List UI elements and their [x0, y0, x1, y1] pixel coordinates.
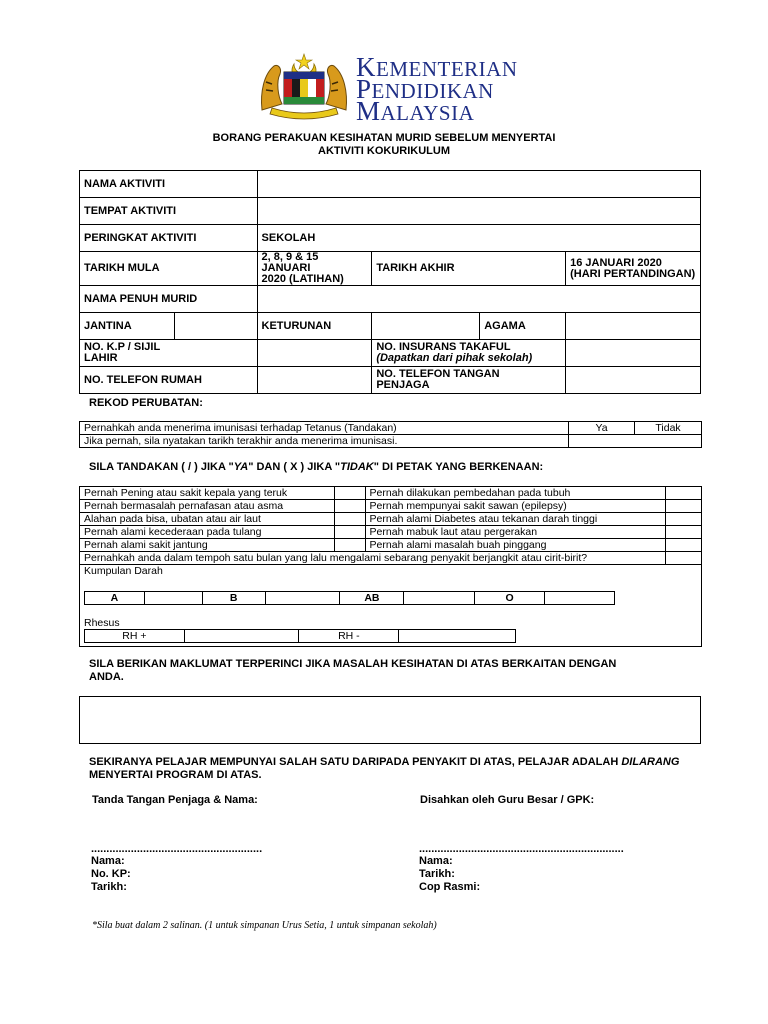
blood-group-table: [84, 591, 615, 605]
tetanus-table: [79, 421, 702, 448]
label-nokp: [80, 340, 258, 367]
value-peringkat-aktiviti: SEKOLAH: [257, 225, 700, 252]
label-telefon-rumah: NO. TELEFON RUMAH: [80, 367, 258, 394]
value-tarikh-mula: [257, 252, 372, 286]
input-nama-penuh[interactable]: [257, 286, 700, 313]
label-agama: AGAMA: [480, 313, 566, 340]
guardian-nama-label: Nama:: [91, 855, 125, 867]
rekod-perubatan-heading: REKOD PERUBATAN:: [89, 397, 203, 409]
tarikh-akhir-line1: 16 JANUARI 2020: [570, 256, 662, 269]
input-jantina[interactable]: [174, 313, 257, 340]
guardian-signature-title: Tanda Tangan Penjaga & Nama:: [92, 794, 258, 806]
label-nama-penuh: NAMA PENUH MURID: [80, 286, 258, 313]
input-insurans[interactable]: [566, 340, 701, 367]
headmaster-tarikh-label: Tarikh:: [419, 868, 455, 880]
warning-line2: MENYERTAI PROGRAM DI ATAS.: [89, 769, 262, 781]
input-nama-aktiviti[interactable]: [257, 171, 700, 198]
condition-checkbox[interactable]: [334, 513, 365, 526]
tandakan-instruction: SILA TANDAKAN ( / ) JIKA "YA" DAN ( X ) JIKA "TIDAK" DI PETAK YANG BERKENAAN:: [89, 461, 544, 473]
insurans-line1: NO. INSURANS TAKAFUL: [376, 341, 511, 353]
headmaster-cop-label: Cop Rasmi:: [419, 881, 481, 893]
condition-label: Pernah alami sakit jantung: [80, 539, 335, 552]
label-nama-aktiviti: NAMA AKTIVITI: [80, 171, 258, 198]
footnote: *Sila buat dalam 2 salinan. (1 untuk simpanan Urus Setia, 1 untuk simpanan sekolah): [92, 920, 437, 931]
headmaster-nama-label: Nama:: [419, 855, 453, 867]
rhesus-negative: RH -: [299, 630, 399, 643]
input-keturunan[interactable]: [372, 313, 480, 340]
condition-label: Pernah alami Diabetes atau tekanan darah tinggi: [365, 513, 666, 526]
blood-type-b-box[interactable]: [265, 592, 340, 605]
ministry-name-line1: KEMENTERIAN: [356, 52, 518, 82]
condition-checkbox[interactable]: [666, 526, 702, 539]
input-agama[interactable]: [566, 313, 701, 340]
condition-label: Pernah alami masalah buah pinggang: [365, 539, 666, 552]
input-telefon-rumah[interactable]: [257, 367, 372, 394]
blood-group-label: Kumpulan Darah: [84, 565, 163, 577]
rhesus-negative-box[interactable]: [399, 630, 516, 643]
condition-label: Pernah alami kecederaan pada tulang: [80, 526, 335, 539]
label-jantina: JANTINA: [80, 313, 175, 340]
berjangkit-checkbox[interactable]: [666, 552, 702, 565]
tetanus-question: Pernahkah anda menerima imunisasi terhadap Tetanus (Tandakan): [80, 422, 569, 435]
coat-of-arms-logo: [258, 52, 350, 120]
value-tarikh-akhir: [566, 252, 701, 286]
rhesus-table: [84, 629, 516, 643]
headmaster-signature-title: Disahkan oleh Guru Besar / GPK:: [420, 794, 595, 806]
telefon-tangan-line1: NO. TELEFON TANGAN: [376, 368, 500, 380]
input-nokp[interactable]: [257, 340, 372, 367]
label-peringkat-aktiviti: PERINGKAT AKTIVITI: [80, 225, 258, 252]
label-tarikh-akhir: TARIKH AKHIR: [372, 252, 566, 286]
condition-label: Pernah dilakukan pembedahan pada tubuh: [365, 487, 666, 500]
condition-checkbox[interactable]: [666, 500, 702, 513]
condition-label: Pernah bermasalah pernafasan atau asma: [80, 500, 335, 513]
blood-type-o: O: [475, 592, 545, 605]
blood-type-a: A: [85, 592, 145, 605]
rhesus-positive-box[interactable]: [184, 630, 299, 643]
condition-checkbox[interactable]: [666, 487, 702, 500]
condition-row: [80, 539, 702, 552]
blood-type-b: B: [202, 592, 265, 605]
label-tarikh-mula: TARIKH MULA: [80, 252, 258, 286]
ministry-name-line2: PENDIDIKAN: [356, 74, 494, 104]
tetanus-date-question: Jika pernah, sila nyatakan tarikh terakhir anda menerima imunisasi.: [80, 435, 569, 448]
condition-checkbox[interactable]: [666, 513, 702, 526]
warning-line1: SEKIRANYA PELAJAR MEMPUNYAI SALAH SATU DARIPADA PENYAKIT DI ATAS, PELAJAR ADALAH DILARANG: [89, 756, 680, 768]
tarikh-akhir-line2: (HARI PERTANDINGAN): [570, 267, 696, 280]
label-tempat-aktiviti: TEMPAT AKTIVITI: [80, 198, 258, 225]
blood-type-ab-box[interactable]: [404, 592, 475, 605]
guardian-nokp-label: No. KP:: [91, 868, 131, 880]
nokp-line2: LAHIR: [84, 352, 118, 364]
tetanus-tidak-option[interactable]: Tidak: [635, 422, 702, 435]
condition-label: Pernah mabuk laut atau pergerakan: [365, 526, 666, 539]
conditions-table: [79, 486, 702, 647]
headmaster-signature-line[interactable]: ...................................................................: [419, 843, 624, 855]
rhesus-positive: RH +: [85, 630, 185, 643]
input-tempat-aktiviti[interactable]: [257, 198, 700, 225]
condition-label: Pernah mempunyai sakit sawan (epilepsy): [365, 500, 666, 513]
input-telefon-tangan[interactable]: [566, 367, 701, 394]
condition-label: Pernah Pening atau sakit kepala yang teruk: [80, 487, 335, 500]
blood-type-a-box[interactable]: [144, 592, 202, 605]
condition-label: Alahan pada bisa, ubatan atau air laut: [80, 513, 335, 526]
telefon-tangan-line2: PENJAGA: [376, 379, 430, 391]
condition-checkbox[interactable]: [334, 539, 365, 552]
condition-row: [80, 487, 702, 500]
tetanus-date-input[interactable]: [569, 435, 702, 448]
label-keturunan: KETURUNAN: [257, 313, 372, 340]
maklumat-heading-line1: SILA BERIKAN MAKLUMAT TERPERINCI JIKA MASALAH KESIHATAN DI ATAS BERKAITAN DENGAN: [89, 658, 617, 670]
condition-checkbox[interactable]: [334, 500, 365, 513]
label-insurans: [372, 340, 566, 367]
guardian-tarikh-label: Tarikh:: [91, 881, 127, 893]
blood-type-o-box[interactable]: [545, 592, 615, 605]
nokp-line1: NO. K.P / SIJIL: [84, 341, 161, 353]
condition-row: [80, 500, 702, 513]
rhesus-label: Rhesus: [84, 617, 120, 629]
condition-row: [80, 526, 702, 539]
student-info-table: [79, 170, 701, 394]
tarikh-mula-line1: 2, 8, 9 & 15 JANUARI: [261, 251, 319, 274]
label-telefon-tangan: [372, 367, 566, 394]
blood-type-ab: AB: [340, 592, 404, 605]
condition-checkbox[interactable]: [666, 539, 702, 552]
tarikh-mula-line2: 2020 (LATIHAN): [261, 273, 344, 285]
guardian-signature-line[interactable]: ........................................................: [91, 843, 263, 855]
ministry-name-line3: MALAYSIA: [356, 96, 475, 126]
form-title-line2: AKTIVITI KOKURIKULUM: [318, 145, 450, 157]
insurans-line2: (Dapatkan dari pihak sekolah): [376, 352, 533, 364]
condition-checkbox[interactable]: [334, 487, 365, 500]
maklumat-heading-line2: ANDA.: [89, 671, 124, 683]
maklumat-detail-input[interactable]: [79, 696, 701, 744]
condition-checkbox[interactable]: [334, 526, 365, 539]
condition-row: [80, 513, 702, 526]
form-title-line1: BORANG PERAKUAN KESIHATAN MURID SEBELUM MENYERTAI: [212, 132, 556, 144]
tetanus-ya-option[interactable]: Ya: [569, 422, 635, 435]
berjangkit-question: Pernahkah anda dalam tempoh satu bulan yang lalu mengalami sebarang penyakit berjangkit atau cirit-birit?: [80, 552, 666, 565]
